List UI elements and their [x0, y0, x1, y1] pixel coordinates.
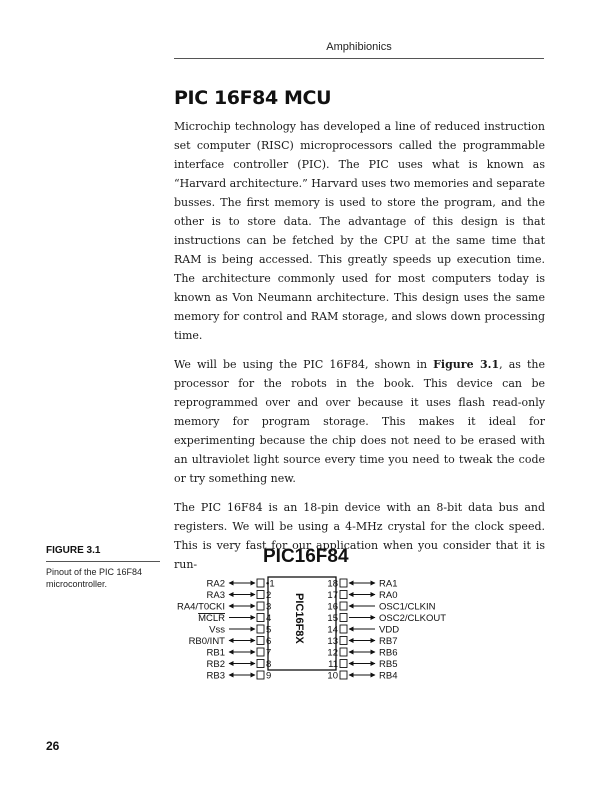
- pin-label: RB1: [206, 647, 225, 659]
- page-number: 26: [46, 739, 60, 753]
- pin-label: RA4/T0CKI: [176, 601, 225, 613]
- pin-pad: [257, 625, 264, 633]
- pin-number: 17: [327, 590, 338, 601]
- pin-number: 9: [266, 670, 272, 682]
- pin-ra1: [327, 579, 397, 590]
- pin-number: 2: [266, 590, 272, 601]
- pin-number: 11: [328, 659, 338, 670]
- pin-label: OSC2/CLKOUT: [379, 613, 447, 624]
- pin-label: RA1: [379, 578, 398, 590]
- pin-pad: [257, 637, 264, 645]
- pin-number: 8: [266, 659, 272, 670]
- pin-pad: [257, 671, 264, 679]
- pin-number: •1: [266, 578, 275, 590]
- pin-number: 6: [266, 636, 272, 647]
- pin-pad: [340, 591, 347, 599]
- left-pin-group: [177, 579, 275, 682]
- pin-label: RB6: [379, 647, 398, 659]
- chip-title: PIC16F84: [263, 546, 349, 567]
- paragraph-1: Microchip technology has developed a line of reduced instruction set computer (RISC) microprocessors called the programmable interface controller (PIC). The PIC uses what is known as “Harvard architecture.” Harvard uses two memories and separate busses. The first memory is used to store the program, and the other is to store data. The advantage of this design is that instructions can be fetched by the CPU at the same time that RAM is being accessed. This greatly speeds up execution time. The architecture commonly used for most computers today is known as Von Neumann architecture. This design uses the same memory for control and RAM storage, and slows down processing time.: [174, 120, 545, 342]
- pin-label: RA3: [206, 590, 225, 601]
- pin-rb3: [207, 671, 272, 682]
- pin-pad: [257, 579, 264, 587]
- pin-pad: [340, 637, 347, 645]
- pin-number: 7: [266, 647, 272, 659]
- paragraph-2-end: , as the processor for the robots in the book. This device can be reprogrammed over and over because it uses flash read-only memory for program storage. This makes it ideal for experimenting because the chip does not need to be erased with an ultraviolet light source every time you need to tweak the code or try something new.: [174, 358, 545, 485]
- running-header: Amphibionics: [326, 41, 392, 53]
- right-pin-group: [327, 579, 446, 682]
- pin-pad: [340, 614, 347, 622]
- chip-body-label: PIC16F8X: [293, 593, 305, 644]
- pin-label: RB0/INT: [188, 636, 225, 647]
- paragraph-2-start: We will be using the PIC 16F84, shown in: [174, 358, 434, 371]
- pin-vdd: [327, 625, 399, 636]
- pin-number: 18: [327, 578, 338, 590]
- pin-pad: [340, 671, 347, 679]
- pin-pad: [340, 625, 347, 633]
- figure-caption: Pinout of the PIC 16F84 microcontroller.: [46, 567, 143, 589]
- pin-ra0: [327, 590, 397, 601]
- pin-rb0-int: [189, 636, 272, 647]
- pin-pad: [257, 602, 264, 610]
- pin-rb4: [327, 671, 397, 682]
- pin-label: RB7: [379, 636, 398, 647]
- pin-label: RB3: [206, 670, 225, 682]
- paragraph-3: The PIC 16F84 is an 18-pin device with an 8-bit data bus and registers. We will be using a 4-MHz crystal for the clock speed. This is very fast for our application when you consider that it is run-: [174, 501, 545, 571]
- pin-number: 15: [327, 613, 338, 624]
- pin-pad: [340, 602, 347, 610]
- pin-label: Vss: [209, 624, 225, 636]
- pin-pad: [340, 648, 347, 656]
- pin-number: 16: [327, 601, 338, 613]
- pin-label: RB4: [379, 670, 398, 682]
- pin-ra2: [207, 579, 275, 590]
- pin-ra3: [207, 590, 272, 601]
- figure-label: FIGURE 3.1: [46, 545, 101, 556]
- pin-number: 13: [327, 636, 338, 647]
- pin-rb2: [207, 659, 272, 670]
- pin-label: OSC1/CLKIN: [379, 601, 436, 613]
- pin-label: RA2: [206, 578, 225, 590]
- pin-mclr: [198, 613, 271, 624]
- pin-rb5: [328, 659, 397, 670]
- pin-label: MCLR: [198, 613, 225, 624]
- pin-number: 14: [327, 624, 338, 636]
- pin-label: VDD: [379, 624, 400, 636]
- pin-rb6: [327, 648, 397, 659]
- pin-number: 10: [327, 670, 338, 682]
- pin-number: 3: [266, 601, 272, 613]
- pin-ra4-t0cki: [177, 602, 271, 613]
- pin-pad: [257, 660, 264, 668]
- pin-number: 4: [266, 613, 272, 624]
- pin-pad: [257, 614, 264, 622]
- pin-rb1: [207, 648, 272, 659]
- figure-reference: Figure 3.1: [433, 358, 500, 371]
- section-heading: PIC 16F84 MCU: [174, 87, 332, 109]
- pin-rb7: [327, 636, 397, 647]
- pin-number: 12: [327, 647, 338, 659]
- pin-label: RA0: [379, 590, 398, 601]
- pin-vss: [209, 625, 271, 636]
- pin-pad: [257, 648, 264, 656]
- pin-pad: [340, 579, 347, 587]
- pin-osc1-clkin: [327, 602, 435, 613]
- pin-pad: [257, 591, 264, 599]
- pin-number: 5: [266, 624, 272, 636]
- pin-osc2-clkout: [327, 613, 446, 624]
- pin-label: RB2: [206, 659, 225, 670]
- pin-label: RB5: [379, 659, 398, 670]
- pin-pad: [340, 660, 347, 668]
